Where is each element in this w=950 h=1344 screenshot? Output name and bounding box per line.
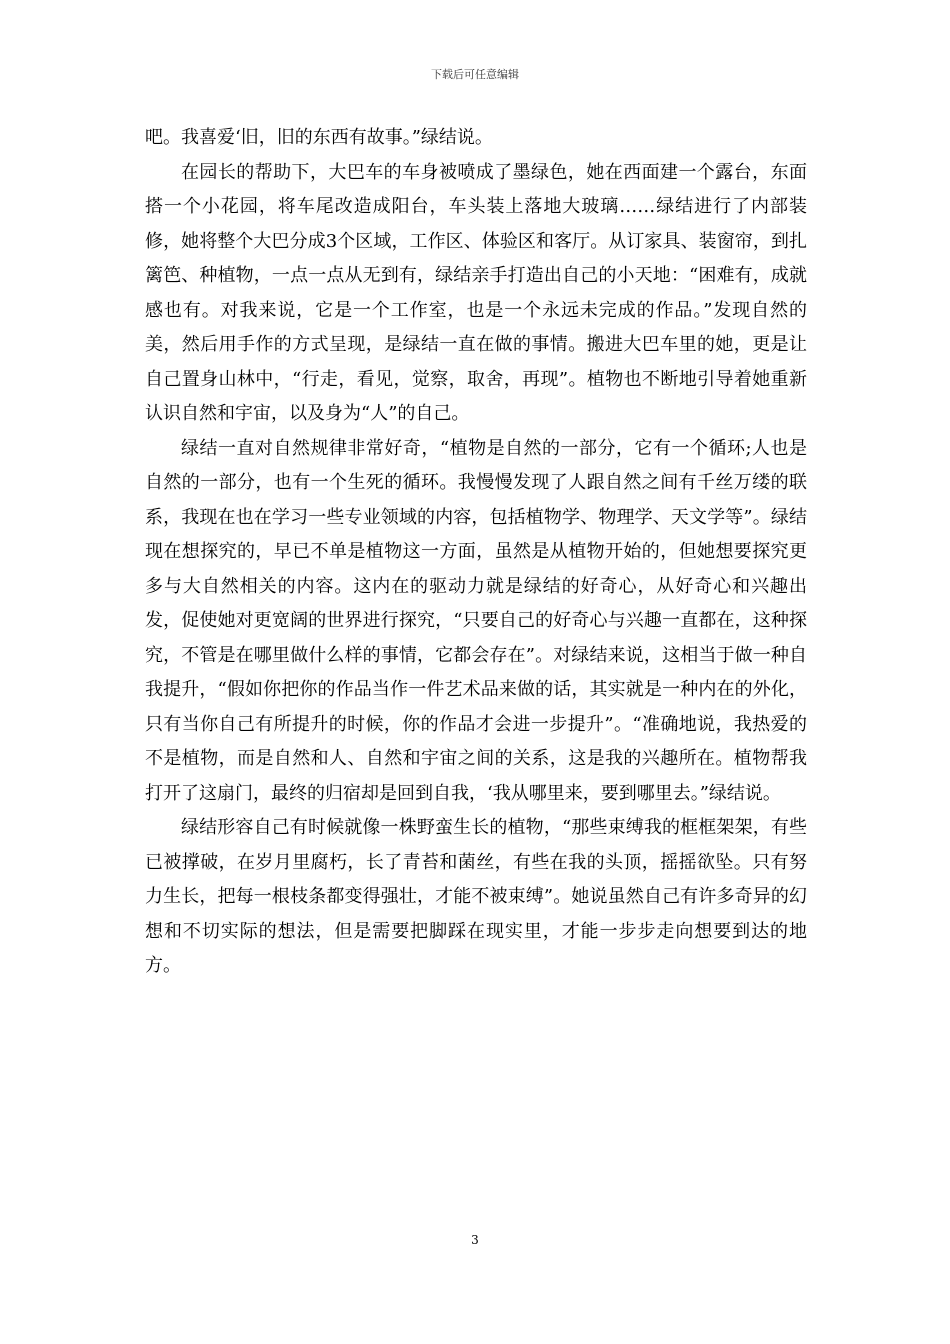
paragraph-3: 绿结一直对自然规律非常好奇，“植物是自然的一部分，它有一个循环;人也是自然的一部分，也有一个生死的循环。我慢慢发现了人跟自然之间有千丝万缕的联系，我现在也在学习一些专业领域的内容，包括植物学、物理学、天文学等”。绿结现在想探究的，早已不单是植物这一方面，虽然是从植物开始的，但她想要探究更多与大自然相关的内容。这内在的驱动力就是绿结的好奇心，从好奇心和兴趣出发，促使她对更宽阔的世界进行探究，“只要自己的好奇心与兴趣一直都在，这种探究，不管是在哪里做什么样的事情，它都会存在”。对绿结来说，这相当于做一种自我提升，“假如你把你的作品当作一件艺术品来做的话，其实就是一种内在的外化，只有当你自己有所提升的时候，你的作品才会进一步提升”。“准确地说，我热爱的不是植物，而是自然和人、自然和宇宙之间的关系，这是我的兴趣所在。植物帮我打开了这扇门，最终的归宿却是回到自我，‘我从哪里来，要到哪里去。”绿结说。 bbox=[145, 437, 807, 804]
paragraph-1: 吧。我喜爱‘旧，旧的东西有故事。”绿结说。 bbox=[145, 127, 493, 148]
paragraph-2: 在园长的帮助下，大巴车的车身被喷成了墨绿色，她在西面建一个露台，东面搭一个小花园，将车尾改造成阳台，车头装上落地大玻璃……绿结进行了内部装修，她将整个大巴分成3个区域，工作区、体验区和客厅。从订家具、装窗帘，到扎篱笆、种植物，一点一点从无到有，绿结亲手打造出自己的小天地：“困难有，成就感也有。对我来说，它是一个工作室，也是一个永远未完成的作品。”发现自然的美，然后用手作的方式呈现，是绿结一直在做的事情。搬进大巴车里的她，更是让自己置身山林中，“行走，看见，觉察，取舍，再现”。植物也不断地引导着她重新认识自然和宇宙，以及身为“人”的自己。 bbox=[145, 161, 807, 424]
page-number: 3 bbox=[471, 1233, 479, 1247]
document-body bbox=[145, 121, 807, 984]
page-header: 下载后可任意编辑 bbox=[431, 68, 519, 81]
paragraph-4: 绿结形容自己有时候就像一株野蛮生长的植物，“那些束缚我的框框架架，有些已被撑破，在岁月里腐朽，长了青苔和菌丝，有些在我的头顶，摇摇欲坠。只有努力生长，把每一根枝条都变得强壮，才能不被束缚”。她说虽然自己有许多奇异的幻想和不切实际的想法，但是需要把脚踩在现实里，才能一步步走向想要到达的地方。 bbox=[145, 817, 807, 976]
